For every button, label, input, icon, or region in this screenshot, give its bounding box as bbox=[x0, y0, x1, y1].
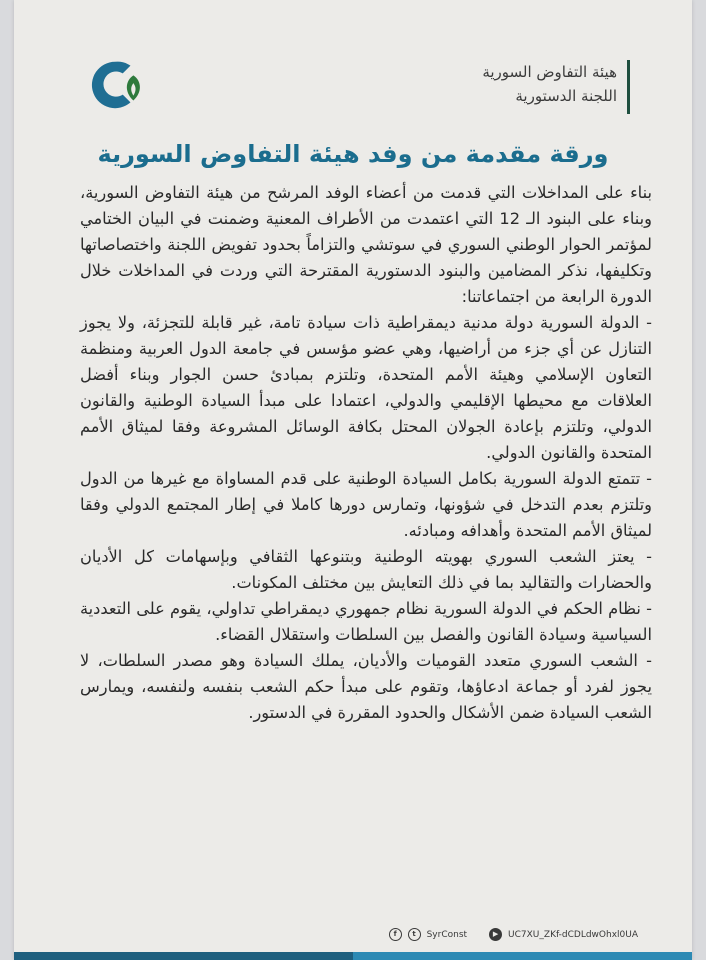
clause-paragraph: - يعتز الشعب السوري بهويته الوطنية وبتنوعها الثقافي وبإسهامات كل الأديان والحضارات والتقاليد بما في ذلك التعايش بين مختلف المكونات. bbox=[80, 547, 652, 592]
bottom-color-bar bbox=[14, 952, 692, 960]
twitter-icon: t bbox=[408, 928, 421, 941]
document-body bbox=[80, 180, 652, 726]
document-title: ورقة مقدمة من وفد هيئة التفاوض السورية bbox=[97, 140, 609, 168]
social-footer bbox=[389, 928, 638, 941]
clause-paragraph: - الدولة السورية دولة مدنية ديمقراطية ذات سيادة تامة، غير قابلة للتجزئة، ولا يجوز التنازل عن أي جزء من أراضيها، وهي عضو مؤسس في جامعة الدول العربية ومنظمة التعاون الإسلامي وهيئة الأمم المتحدة، وتلتزم بمبادئ حسن الجوار وبناء أفضل العلاقات مع محيطها الإقليمي والدولي، اعتمادا على مبدأ السيادة الوطنية والقانون الدولي، وتلتزم بإعادة الجولان المحتل بكافة الوسائل المشروعة وفقا لميثاق الأمم المتحدة والقانون الدولي. bbox=[80, 313, 652, 462]
clause-paragraph: - نظام الحكم في الدولة السورية نظام جمهوري ديمقراطي تداولي، يقوم على التعددية السياسية وسيادة القانون والفصل بين السلطات واستقلال القضاء. bbox=[80, 599, 652, 644]
clause-paragraph: - الشعب السوري متعدد القوميات والأديان، يملك السيادة وهو مصدر السلطات، لا يجوز لفرد أو جماعة ادعاؤها، وتقوم على مبدأ حكم الشعب بنفسه ولنفسه، ويمارس الشعب السيادة ضمن الأشكال والحدود المقررة في الدستور. bbox=[80, 651, 652, 722]
facebook-icon: f bbox=[389, 928, 402, 941]
youtube-icon: ▶ bbox=[489, 928, 502, 941]
organization-name: هيئة التفاوض السورية bbox=[482, 63, 617, 81]
organization-block bbox=[482, 60, 630, 114]
committee-name: اللجنة الدستورية bbox=[515, 87, 617, 105]
bottom-bar-light-segment bbox=[353, 952, 692, 960]
commission-logo-icon bbox=[86, 56, 144, 114]
social-handle: SyrConst bbox=[426, 929, 468, 940]
bottom-bar-dark-segment bbox=[14, 952, 353, 960]
youtube-channel-id: UC7XU_ZKf-dCDLdwOhxl0UA bbox=[508, 929, 638, 940]
intro-paragraph: بناء على المداخلات التي قدمت من أعضاء الوفد المرشح من هيئة التفاوض السورية، وبناء على البنود الـ 12 التي اعتمدت من الأطراف المعنية وضمنت في البيان الختامي لمؤتمر الحوار الوطني السوري في سوتشي والتزاماً بحدود تفويض اللجنة واختصاصاتها وتكليفها، نذكر المضامين والبنود الدستورية المقترحة التي وردت في المداخلات خلال الدورة الرابعة من اجتماعاتنا: bbox=[80, 183, 652, 306]
clause-paragraph: - تتمتع الدولة السورية بكامل السيادة الوطنية على قدم المساواة مع غيرها من الدول وتلتزم بعدم التدخل في شؤونها، وتمارس دورها كاملا في إطار المجتمع الدولي وفقا لميثاق الأمم المتحدة وأهدافه ومبادئه. bbox=[80, 469, 652, 540]
document-header bbox=[14, 0, 692, 130]
document-page bbox=[14, 0, 692, 960]
